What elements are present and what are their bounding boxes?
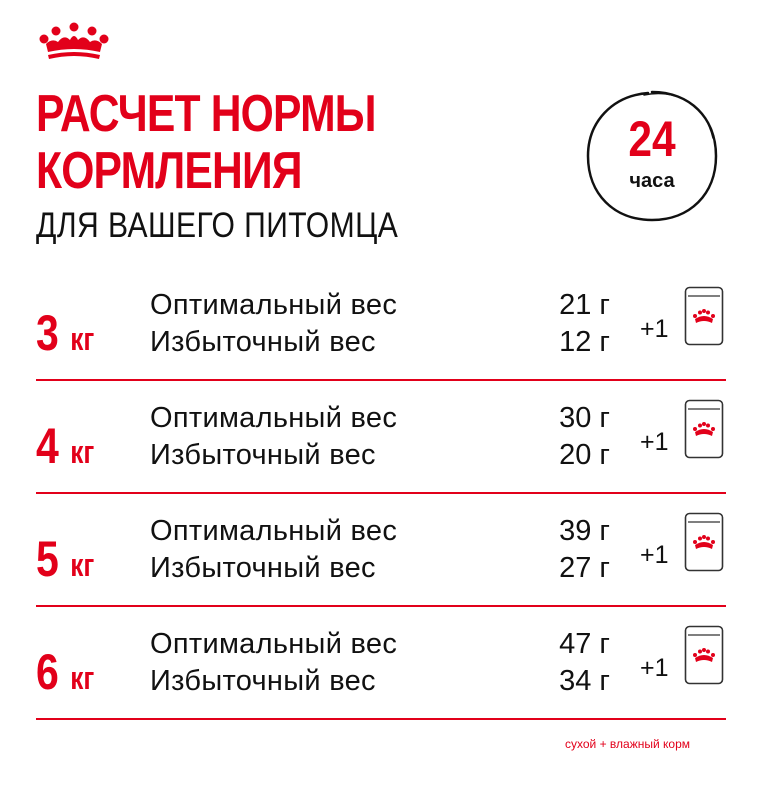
footnote: сухой + влажный корм (565, 737, 690, 751)
overweight-portion: 27 г (559, 552, 610, 584)
optimal-weight-portion: 21 г (559, 289, 610, 321)
plus-one-label: +1 (640, 315, 669, 343)
overweight-portion: 20 г (559, 439, 610, 471)
optimal-weight-label: Оптимальный вес (150, 402, 398, 434)
optimal-weight-portion: 30 г (559, 402, 610, 434)
plus-one-label: +1 (640, 428, 669, 456)
optimal-weight-label: Оптимальный вес (150, 289, 398, 321)
row-divider (36, 605, 726, 607)
overweight-label: Избыточный вес (150, 439, 376, 471)
feeding-row-4kg (0, 396, 762, 508)
pet-weight: 6 кг (36, 644, 95, 700)
overweight-portion: 12 г (559, 326, 610, 358)
row-divider (36, 492, 726, 494)
page-title-line-2: КОРМЛЕНИЯ (36, 142, 302, 200)
page-title-line-1: РАСЧЕТ НОРМЫ (36, 85, 376, 143)
optimal-weight-label: Оптимальный вес (150, 515, 398, 547)
row-divider (36, 718, 726, 720)
wet-food-pouch-icon (684, 399, 724, 459)
overweight-label: Избыточный вес (150, 552, 376, 584)
wet-food-pouch-icon (684, 625, 724, 685)
badge-hours-unit: часа (629, 170, 675, 192)
row-divider (36, 379, 726, 381)
plus-one-label: +1 (640, 654, 669, 682)
feeding-row-5kg (0, 509, 762, 621)
optimal-weight-portion: 47 г (559, 628, 610, 660)
overweight-label: Избыточный вес (150, 326, 376, 358)
overweight-label: Избыточный вес (150, 665, 376, 697)
pet-weight: 3 кг (36, 305, 95, 361)
optimal-weight-portion: 39 г (559, 515, 610, 547)
feeding-row-3kg (0, 283, 762, 395)
optimal-weight-label: Оптимальный вес (150, 628, 398, 660)
wet-food-pouch-icon (684, 512, 724, 572)
pet-weight: 5 кг (36, 531, 95, 587)
badge-hours-value: 24 (628, 111, 676, 167)
royal-canin-crown-icon (38, 22, 110, 62)
feeding-row-6kg (0, 622, 762, 734)
page-subtitle: ДЛЯ ВАШЕГО ПИТОМЦА (36, 206, 399, 245)
daily-badge (582, 86, 722, 226)
pet-weight: 4 кг (36, 418, 95, 474)
plus-one-label: +1 (640, 541, 669, 569)
wet-food-pouch-icon (684, 286, 724, 346)
overweight-portion: 34 г (559, 665, 610, 697)
